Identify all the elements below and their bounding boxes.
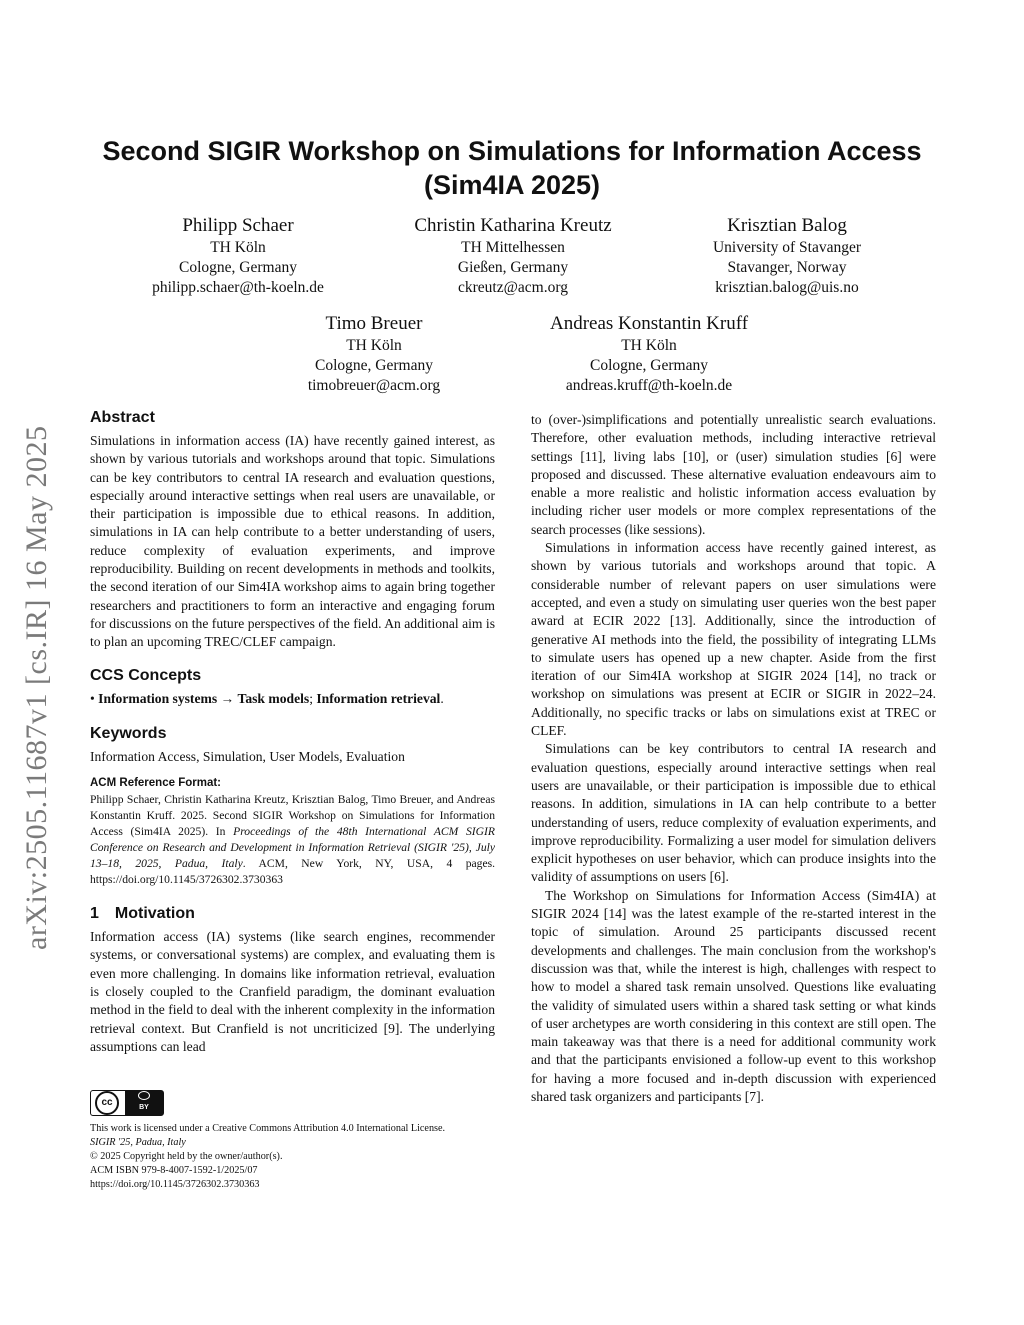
ccs-concepts bbox=[90, 690, 495, 708]
author-email: krisztian.balog@uis.no bbox=[715, 279, 859, 296]
author-location: Stavanger, Norway bbox=[727, 259, 847, 276]
ccs-item: Task models bbox=[237, 690, 310, 706]
cc-icon: cc bbox=[95, 1091, 119, 1115]
doi-line: https://doi.org/10.1145/3726302.3730363 bbox=[90, 1179, 260, 1190]
author-affiliation: TH Köln bbox=[621, 337, 677, 354]
acm-reference-proceedings: Proceedings of the 48th International ACM SIGIR Conference on Research and Development in Information Retrieval (SIGIR '25), July 13–18, 2025, Padua, Italy bbox=[90, 825, 495, 871]
author-location: Cologne, Germany bbox=[315, 357, 433, 374]
author-block bbox=[353, 214, 673, 298]
author-name: Andreas Konstantin Kruff bbox=[549, 313, 749, 334]
copyright-line: © 2025 Copyright held by the owner/author(s). bbox=[90, 1151, 283, 1162]
by-icon bbox=[125, 1091, 163, 1115]
author-block bbox=[98, 214, 378, 298]
acm-reference-part: . ACM, New York, NY, USA, 4 pages. https://doi.org/10.1145/3726302.3730363 bbox=[90, 857, 496, 887]
author-email: timobreuer@acm.org bbox=[307, 377, 441, 394]
ccs-heading: CCS Concepts bbox=[90, 666, 202, 684]
author-affiliation: TH Köln bbox=[346, 337, 402, 354]
acm-reference-heading: ACM Reference Format: bbox=[90, 776, 221, 789]
license-line: This work is licensed under a Creative Commons Attribution 4.0 International License. bbox=[90, 1123, 446, 1134]
person-icon bbox=[138, 1091, 150, 1100]
section-heading-motivation bbox=[90, 904, 495, 924]
author-email: ckreutz@acm.org bbox=[458, 279, 568, 296]
author-block bbox=[509, 312, 789, 396]
author-name: Philipp Schaer bbox=[182, 215, 294, 236]
author-location: Cologne, Germany bbox=[179, 259, 297, 276]
keywords-heading: Keywords bbox=[90, 724, 167, 742]
acm-reference-text bbox=[90, 792, 495, 888]
paper-title bbox=[90, 134, 934, 202]
isbn-line: ACM ISBN 979-8-4007-1592-1/2025/07 bbox=[90, 1165, 258, 1176]
arxiv-stamp: arXiv:2505.11687v1 [cs.IR] 16 May 2025 bbox=[20, 425, 53, 950]
author-email: andreas.kruff@th-koeln.de bbox=[565, 377, 733, 394]
body-paragraph: Simulations in information access have recently gained interest, as shown by various tutorials and workshops around that topic. A considerable number of relevant papers on user simulations were accepted, and even a study on simulating user queries won the best paper award at ECIR 2022 [13]. Additionally, since the introduction of generative AI methods into the field, the possibility of integrating LLMs to simulate users has opened up a new chapter. Aside from the first iteration of our Sim4IA workshop at SIGIR 2024 [14], no track or workshop on simulations was present at ECIR or SIGIR in 2022–24. Additionally, no specific tracks or labs on simulations exist at TREC or CLEF. bbox=[531, 540, 936, 739]
conference-name: SIGIR '25, Padua, Italy bbox=[90, 1137, 186, 1148]
body-paragraph: Simulations can be key contributors to central IA research and evaluation questions, especially around interactive settings when real users are unavailable, or their participation is impossible due to ethical reasons. In addition, simulations in IA can help contribute to a better understanding of users, reduce complexity of evaluation experiments, and improve reproducibility. Formalizing a user model for simulation delivers explicit hypotheses on user behavior, which can produce insights into the validity of assumptions on users [6]. bbox=[531, 741, 936, 885]
author-email: philipp.schaer@th-koeln.de bbox=[152, 279, 324, 296]
license-block bbox=[90, 1090, 500, 1192]
abstract-heading: Abstract bbox=[90, 409, 155, 426]
ccs-item: Information systems bbox=[98, 690, 218, 706]
ccs-separator: ; bbox=[309, 690, 313, 706]
ccs-bullet: • bbox=[90, 690, 95, 706]
conference-line bbox=[90, 1136, 500, 1150]
right-column bbox=[531, 411, 936, 1106]
author-block bbox=[647, 214, 927, 298]
keywords-text: Information Access, Simulation, User Models, Evaluation bbox=[90, 748, 405, 764]
body-paragraph: The Workshop on Simulations for Information Access (Sim4IA) at SIGIR 2024 [14] was the latest example of the re-started interest in the topic of simulation. Around 25 participants discussed recent developments and challenges. The main conclusion from the workshop's discussion was that, while the interest is high, challenges with respect to how to model a shared task remain unsolved. Questions like evaluating the validity of simulated users within a shared task setting or what kinds of user archetypes are worth considering in this context are still open. The main takeaway was that there is a need for additional community work and that the participants envisioned a follow-up event to this workshop for having a more focused and in-depth discussion with experienced shared task organizers and participants [7]. bbox=[531, 887, 936, 1104]
author-affiliation: TH Mittelhessen bbox=[461, 239, 565, 256]
section-title: Motivation bbox=[114, 905, 195, 923]
ccs-arrow: → bbox=[220, 690, 235, 706]
author-location: Gießen, Germany bbox=[457, 259, 569, 276]
author-affiliation: University of Stavanger bbox=[712, 239, 862, 256]
acm-reference-part: Philipp Schaer, Christin Katharina Kreutz, Krisztian Balog, Timo Breuer, and Andreas Konstantin Kruff. 2025. Second SIGIR Workshop on Simulations for Information Access (Sim4IA 2025). In bbox=[90, 793, 495, 839]
by-label: BY bbox=[139, 1104, 149, 1111]
section-number: 1 bbox=[90, 905, 99, 923]
author-name: Timo Breuer bbox=[325, 313, 423, 334]
abstract-text: Simulations in information access (IA) have recently gained interest, as shown by various tutorials and workshops around that topic. Simulations can be key contributors to central IA research and evaluation questions, especially around interactive settings when real users are unavailable, or their participation is impossible due to ethical reasons. In addition, simulations in IA can help contribute to a better understanding of users, reduce complexity of evaluation experiments, and improve reproducibility. Building on recent developments in methods and toolkits, the second iteration of our Sim4IA workshop aims to again bring together researchers and practitioners to form an interactive and engaging forum for discussions on the future perspectives of the field. An additional aim is to plan an upcoming TREC/CLEF campaign. bbox=[90, 433, 495, 650]
motivation-paragraph: Information access (IA) systems (like search engines, recommender systems, or conversational systems) are complex, and evaluating them is even more challenging. In domains like information retrieval, evaluation is closely coupled to the Cranfield paradigm, the dominant evaluation method in the field to deal with the inherent complexity in the information retrieval context. But Cranfield is not uncriticized [9]. The underlying assumptions can lead bbox=[90, 929, 495, 1054]
left-column bbox=[90, 408, 495, 1056]
author-block bbox=[234, 312, 514, 396]
title-line-2: (Sim4IA 2025) bbox=[423, 170, 601, 200]
author-name: Krisztian Balog bbox=[727, 215, 847, 236]
cc-by-logo bbox=[90, 1090, 164, 1116]
author-name: Christin Katharina Kreutz bbox=[414, 215, 612, 236]
ccs-item: Information retrieval bbox=[316, 690, 441, 706]
body-paragraph: to (over-)simplifications and potentially unrealistic search evaluations. Therefore, other evaluation methods, including interactive retrieval settings [11], living labs [10], or (user) simulation studies [6] were proposed and discussed. These alternative evaluation endeavours aim to enable a more realistic and holistic information access evaluation by including richer user models or more complex representations of the search processes (like sessions). bbox=[531, 412, 936, 537]
author-affiliation: TH Köln bbox=[210, 239, 266, 256]
author-location: Cologne, Germany bbox=[590, 357, 708, 374]
ccs-end: . bbox=[440, 690, 444, 706]
title-line-1: Second SIGIR Workshop on Simulations for Information Access bbox=[102, 136, 922, 166]
